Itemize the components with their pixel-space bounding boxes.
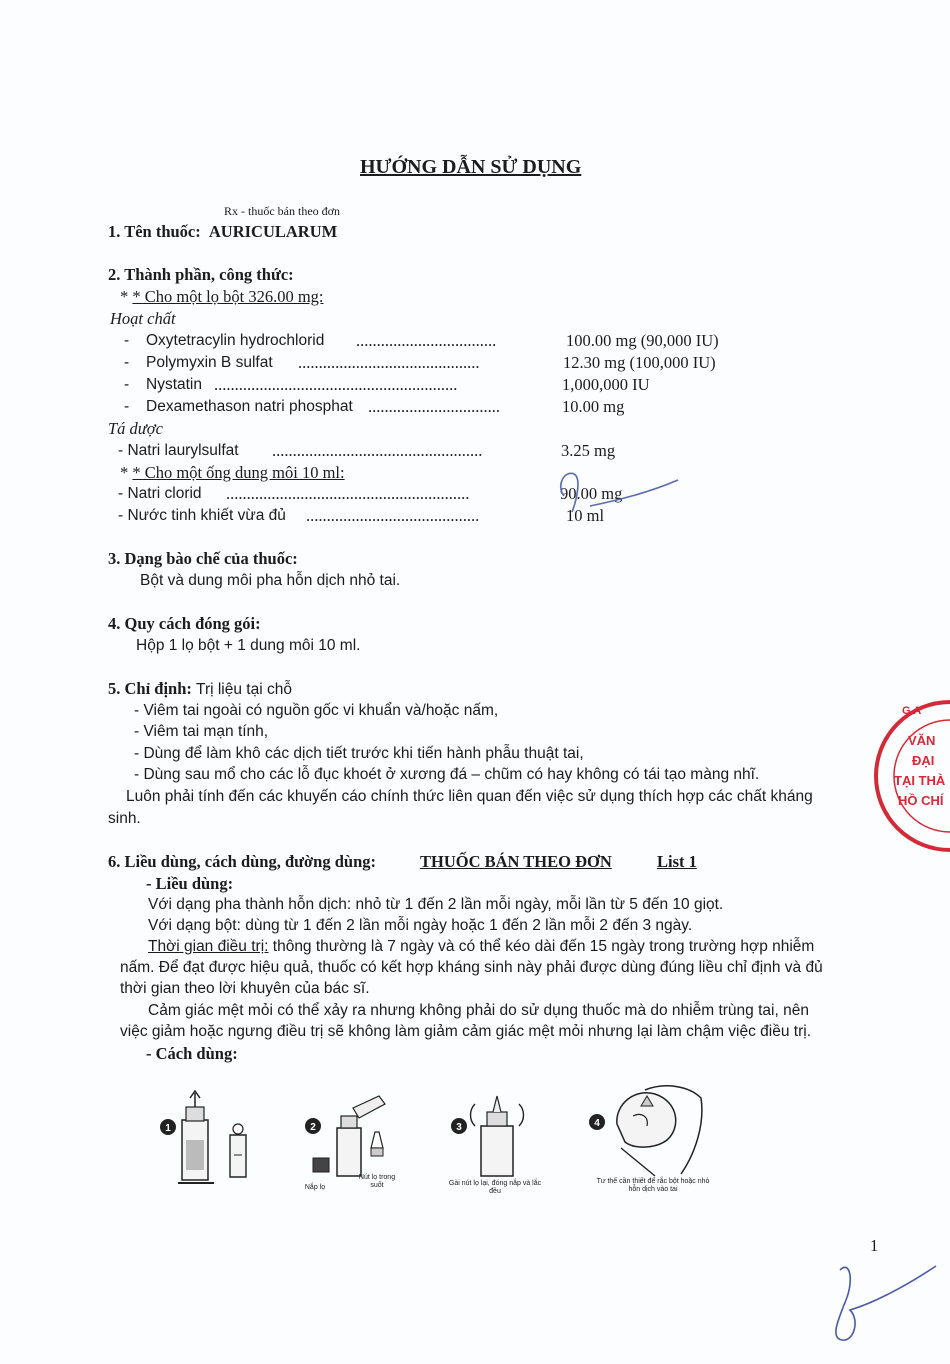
prescription-label: THUỐC BÁN THEO ĐƠN <box>420 852 612 871</box>
indication-item: - Viêm tai mạn tính, <box>134 723 269 740</box>
active-row: - Oxytetracylin hydrochlorid <box>124 332 325 349</box>
solvent-label: * * Cho một ống dung môi 10 ml: <box>120 463 345 482</box>
active-amount: 100.00 mg (90,000 IU) <box>566 331 719 350</box>
active-row: - Nystatin <box>124 376 202 393</box>
solvent-row: - Nước tinh khiết vừa đủ <box>118 507 286 524</box>
page-title: HƯỚNG DẪN SỬ DỤNG <box>360 156 582 178</box>
excipient-row: - Natri laurylsulfat <box>118 442 239 459</box>
active-label: Hoạt chất <box>110 309 176 328</box>
solvent-label-text: * Cho một ống dung môi 10 ml: <box>132 463 345 482</box>
indication-item: - Dùng để làm khô các dịch tiết trước khi tiến hành phẫu thuật tai, <box>134 745 584 762</box>
fatigue-line: việc giảm hoặc ngưng điều trị sẽ không làm giảm cảm giác mệt mỏi nhưng lại làm chậm việc điều trị. <box>120 1023 812 1040</box>
indication-note: Luôn phải tính đến các khuyến cáo chính thức liên quan đến việc sử dụng thích hợp các chất kháng <box>126 788 813 805</box>
duration-text: thông thường là 7 ngày và có thể kéo dài đến 15 ngày trong trường hợp nhiễm <box>272 938 815 955</box>
step-number: 4 <box>594 1118 600 1129</box>
excipient-label: Tá dược <box>108 419 163 438</box>
step-1-illustration <box>150 1085 260 1195</box>
dose-label: - Liều dùng: <box>146 874 234 893</box>
drug-name: AURICULARUM <box>208 222 338 241</box>
bottle-shake-icon <box>445 1086 545 1178</box>
company-stamp <box>868 692 950 860</box>
rx-note: Rx - thuốc bán theo đơn <box>224 204 340 218</box>
stamp-text: VĂN <box>908 733 936 748</box>
signature <box>820 1250 945 1350</box>
duration-line: nấm. Để đạt được hiệu quả, thuốc có kết hợp kháng sinh này phải được dùng đúng liều chỉ định và đủ <box>120 959 823 976</box>
dot-leader: ............................................ <box>298 353 480 372</box>
dot-leader: ................................................... <box>272 441 483 460</box>
step-3-caption: Gài nút lọ lại, đóng nắp và lắc đều <box>448 1180 542 1195</box>
fatigue-line: Cảm giác mệt mỏi có thể xảy ra nhưng không phải do sử dụng thuốc mà do nhiễm trùng tai, nên <box>148 1002 809 1019</box>
solvent-amount: 90.00 mg <box>560 484 623 503</box>
section-6-heading: 6. Liều dùng, cách dùng, đường dùng: <box>108 852 377 871</box>
page-number: 1 <box>870 1236 879 1255</box>
section-1-label: 1. Tên thuốc: <box>108 222 201 241</box>
dose-line: Với dạng bột: dùng từ 1 đến 2 lần mỗi ngày hoặc 1 đến 2 lần mỗi 2 đến 3 ngày. <box>148 917 693 934</box>
solvent-row: - Natri clorid <box>118 485 202 502</box>
section-1-heading <box>108 221 337 242</box>
section-2-heading: 2. Thành phần, công thức: <box>108 265 294 284</box>
active-name: Oxytetracylin hydrochlorid <box>146 332 325 349</box>
active-amount: 10.00 mg <box>562 397 625 416</box>
active-row: - Dexamethason natri phosphat <box>124 398 353 415</box>
section-5-intro: Trị liệu tại chỗ <box>196 681 292 698</box>
step-2-caption-b: Nút lọ trong suốt <box>358 1174 396 1189</box>
active-amount: 12.30 mg (100,000 IU) <box>563 353 716 372</box>
indication-item: - Dùng sau mổ cho các lỗ đục khoét ở xương đá – chũm có hay không có tái tạo màng nhĩ. <box>134 766 760 783</box>
step-4-caption: Tư thế cần thiết để rắc bột hoặc nhỏ hỗn dịch vào tai <box>596 1178 710 1193</box>
duration-label: Thời gian điều trị: <box>148 938 269 955</box>
solvent-name: Nước tinh khiết vừa đủ <box>127 507 286 524</box>
active-name: Polymyxin B sulfat <box>146 354 273 371</box>
active-name: Nystatin <box>146 376 202 393</box>
section-4-text: Hộp 1 lọ bột + 1 dung môi 10 ml. <box>136 637 361 654</box>
section-3-heading: 3. Dạng bào chế của thuốc: <box>108 549 298 568</box>
active-name: Dexamethason natri phosphat <box>146 398 353 415</box>
indication-item: - Viêm tai ngoài có nguồn gốc vi khuẩn và/hoặc nấm, <box>134 702 499 719</box>
powder-label: * * Cho một lọ bột 326.00 mg: <box>120 287 324 306</box>
step-number: 3 <box>456 1122 462 1133</box>
excipient-name: Natri laurylsulfat <box>127 442 239 459</box>
indication-note-end: sinh. <box>108 810 141 827</box>
duration-line <box>148 936 814 957</box>
bottle-ampoule-icon <box>150 1085 260 1195</box>
step-number: 1 <box>165 1123 171 1134</box>
step-3-illustration <box>445 1086 545 1204</box>
dot-leader: .................................. <box>356 331 497 350</box>
ear-drop-position-icon <box>585 1084 715 1180</box>
step-2-illustration <box>295 1088 415 1203</box>
section-5-label: 5. Chỉ định: <box>108 679 192 698</box>
dot-leader: ................................ <box>368 397 500 416</box>
stamp-text: ĐẠI <box>912 753 935 768</box>
step-4-illustration <box>585 1084 715 1204</box>
list-label: List 1 <box>657 852 697 871</box>
usage-label: - Cách dùng: <box>146 1044 238 1063</box>
stamp-text: HỒ CHÍ <box>898 793 944 808</box>
duration-line: thời gian theo lời khuyên của bác sĩ. <box>120 980 370 997</box>
section-5-heading <box>108 678 292 700</box>
bottle-uncap-icon <box>295 1088 415 1178</box>
dot-leader: .......................................... <box>306 506 480 525</box>
handwritten-initial <box>550 466 690 526</box>
dose-line: Với dạng pha thành hỗn dịch: nhỏ từ 1 đến 2 lần mỗi ngày, mỗi lần từ 5 đến 10 giọt. <box>148 896 724 913</box>
dot-leader: ........................................................... <box>226 484 470 503</box>
section-4-heading: 4. Quy cách đóng gói: <box>108 614 261 633</box>
dot-leader: ........................................................... <box>214 375 458 394</box>
solvent-name: Natri clorid <box>127 485 202 502</box>
active-amount: 1,000,000 IU <box>562 375 650 394</box>
step-2-caption-a: Nắp lọ <box>304 1184 326 1191</box>
active-row: - Polymyxin B sulfat <box>124 354 273 371</box>
stamp-text: TẠI THÀ <box>894 773 946 788</box>
excipient-amount: 3.25 mg <box>561 441 616 460</box>
step-number: 2 <box>310 1122 316 1133</box>
solvent-amount: 10 ml <box>566 506 605 525</box>
section-3-text: Bột và dung môi pha hỗn dịch nhỏ tai. <box>140 572 401 589</box>
stamp-text: G A <box>902 705 922 717</box>
powder-label-text: * Cho một lọ bột 326.00 mg: <box>132 287 324 306</box>
